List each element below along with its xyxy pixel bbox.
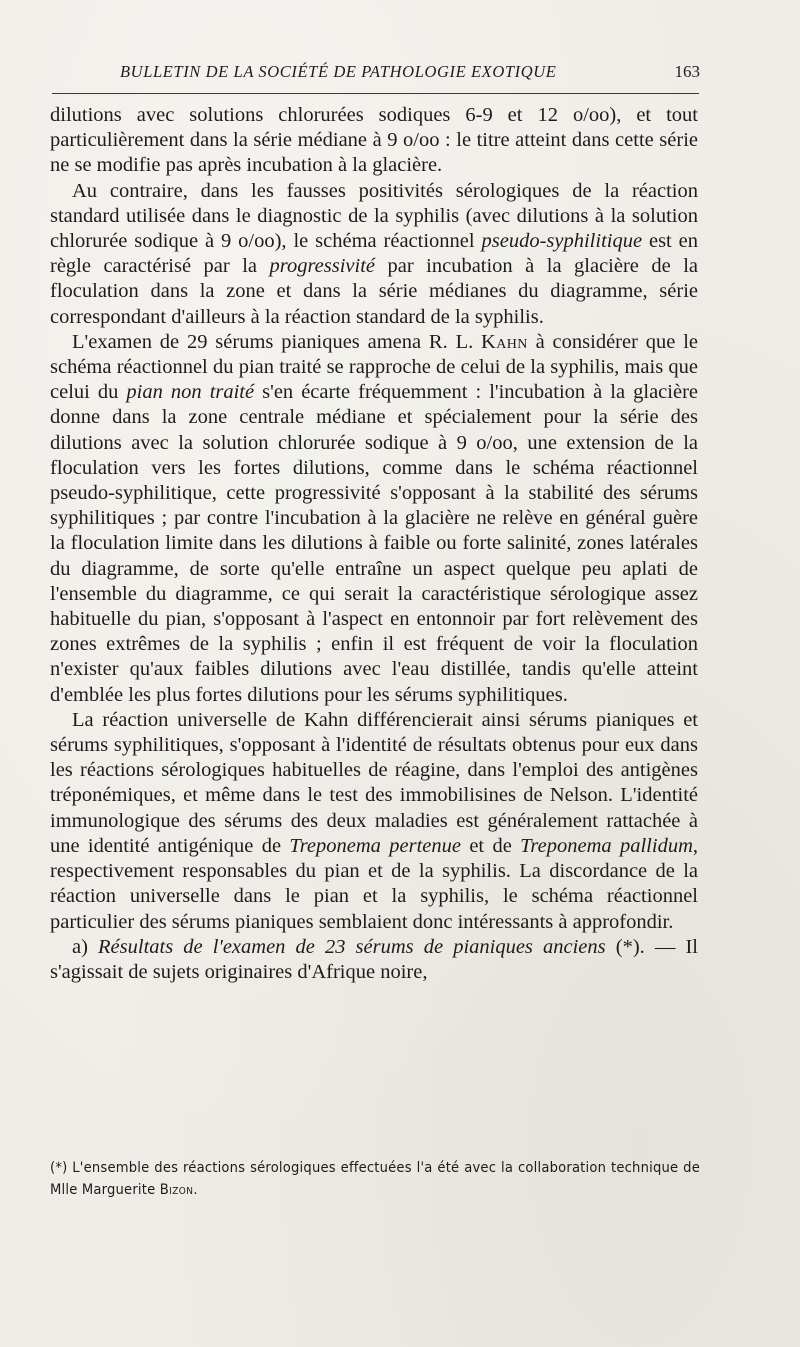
paragraph-section-a bbox=[50, 935, 698, 985]
paragraph-text: Au contraire, dans les fausses positivités sérologiques de la réaction standard utilisée dans le diagnostic de la syphilis (avec dilutions à la solution chlorurée sodique à 9 o/oo), le schéma réactionnel bbox=[50, 179, 698, 253]
species-name: Treponema pallidum bbox=[520, 834, 693, 857]
paragraph-text: dilutions avec solutions chlorurées sodiques 6-9 et 12 o/oo), et tout particulièrement dans la série médiane à 9 o/oo : le titre atteint dans cette série ne se modifie pas après incubation à la glacière. bbox=[50, 104, 698, 177]
italic-term: pian non traité bbox=[126, 381, 255, 404]
paragraph-text: La réaction universelle de Kahn différencierait ainsi sérums pianiques et sérums syphilitiques, s'opposant à l'identité de résultats obtenus pour eux dans les réactions sérologiques habituelles de réagine, dans l'emploi des antigènes tréponémiques, et même dans le test des immobilisines de Nelson. L'identité immunologique des sérums des deux maladies est généralement rattachée à une identité antigénique de bbox=[50, 708, 698, 857]
body-text bbox=[50, 103, 698, 985]
paragraph-continuation bbox=[50, 103, 698, 179]
paragraph-text: , respectivement responsables du pian et de la syphilis. La discordance de la réaction universelle dans le pian et la syphilis, le schéma réactionnel particulier des sérums pianiques semblaient donc intéressants à approfondir. bbox=[50, 834, 699, 933]
paragraph-universal-reaction bbox=[50, 708, 698, 935]
footnote-name: Bizon bbox=[159, 1181, 194, 1198]
footnote bbox=[50, 1157, 700, 1201]
footnote-body: (*) L'ensemble des réactions sérologiques effectuées l'a été avec la collaboration technique de Mlle Marguerite bbox=[50, 1159, 700, 1198]
paragraph-pseudo-syphilitic bbox=[50, 179, 698, 330]
italic-term: pseudo-syphilitique bbox=[481, 230, 643, 253]
paragraph-text: L'examen de 29 sérums pianiques amena R. L. bbox=[72, 330, 482, 353]
paragraph-text: (*). — Il s'agissait de sujets originaires d'Afrique noire, bbox=[50, 935, 698, 983]
paragraph-text: et de bbox=[460, 834, 521, 857]
footnote-end: . bbox=[193, 1181, 198, 1198]
footnote-text bbox=[50, 1157, 700, 1201]
paragraph-text: s'en écarte fréquemment : l'incubation à la glacière donne dans la zone centrale médiane et spécialement pour la série des dilutions avec la solution chlorurée sodique à 9 o/oo, une extension de la floculation vers les fortes dilutions, comme dans le schéma réactionnel pseudo-syphilitique, cette progressivité s'opposant à la stabilité des sérums syphilitiques ; par contre l'incubation à la glacière ne relève en général guère la floculation limite dans les dilutions à faible ou forte salinité, zones latérales du diagramme, de sorte qu'elle entraîne un aspect quelque peu aplati de l'ensemble du diagramme, ce qui serait la caractéristique sérologique assez habituelle du pian, s'opposant à l'aspect en entonnoir par fort relèvement des zones extrêmes de la syphilis ; enfin il est fréquent de voir la floculation n'exister qu'aux faibles dilutions avec l'eau distillée, tandis qu'elle atteint d'emblée les plus fortes dilutions pour les sérums syphilitiques. bbox=[50, 381, 699, 706]
paragraph-kahn-examination bbox=[50, 330, 698, 708]
section-heading: Résultats de l'examen de 23 sérums de pianiques anciens bbox=[98, 935, 606, 958]
journal-title: BULLETIN DE LA SOCIÉTÉ DE PATHOLOGIE EXOTIQUE bbox=[120, 62, 557, 81]
italic-term: progressivité bbox=[269, 255, 376, 278]
section-marker: a) bbox=[72, 935, 99, 958]
species-name: Treponema pertenue bbox=[289, 834, 461, 857]
running-header bbox=[50, 62, 700, 88]
header-rule bbox=[52, 93, 699, 94]
paragraph-text: à considérer que le schéma réactionnel du pian traité se rapproche de celui de la syphilis, mais que celui du bbox=[50, 330, 698, 404]
author-name: Kahn bbox=[481, 330, 528, 353]
paragraph-text: par incubation à la glacière de la floculation dans la zone et dans la série médianes du diagramme, série correspondant d'ailleurs à la réaction standard de la syphilis. bbox=[50, 255, 698, 328]
paragraph-text: est en règle caractérisé par la bbox=[50, 230, 698, 278]
page-number: 163 bbox=[674, 62, 700, 81]
